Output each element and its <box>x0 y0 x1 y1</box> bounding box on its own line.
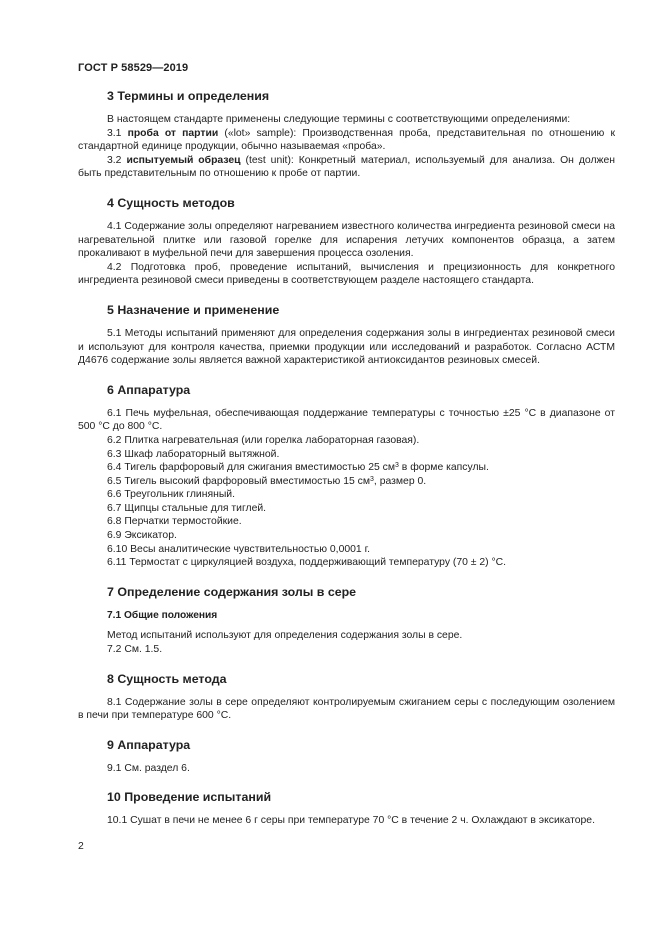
item-6-11: 6.11 Термостат с циркуляцией воздуха, поддерживающий температуру (70 ± 2) °С. <box>107 557 507 569</box>
section-10-title: 10 Проведение испытаний <box>107 790 272 805</box>
term-3-1-num: 3.1 <box>107 127 122 139</box>
section-10 <box>78 789 615 828</box>
item-6-2: 6.2 Плитка нагревательная (или горелка лабораторная газовая). <box>107 434 420 446</box>
section-7-title: 7 Определение содержания золы в сере <box>107 584 357 599</box>
item-6-1: 6.1 Печь муфельная, обеспечивающая поддержание температуры с точностью ±25 °С в диапазоне от 500 °С до 800 °С. <box>78 407 615 433</box>
document-body <box>78 88 615 828</box>
section-6 <box>78 382 615 570</box>
item-6-4-sup: 3 <box>395 462 399 470</box>
para-7-2: 7.2 См. 1.5. <box>107 644 163 656</box>
para-4-2: 4.2 Подготовка проб, проведение испытаний, вычисления и прецизионность для конкретного ингредиента резиновой смеси приведены в соответствующем разделе настоящего стандарта. <box>78 261 615 287</box>
page-number: 2 <box>78 841 84 852</box>
section-9-title: 9 Аппаратура <box>107 737 191 752</box>
item-6-5 <box>78 475 615 489</box>
section-4 <box>78 195 615 288</box>
term-3-2-definition: (test unit): Конкретный материал, используемый для анализа. Он должен быть представительным по отношению к пробе от партии. <box>78 154 616 180</box>
term-3-1-definition: («lot» sample): Производственная проба, представительная по отношению к стандартной единице продукции, обычно называемая «проба». <box>78 127 615 153</box>
standard-code: ГОСТ Р 58529—2019 <box>78 62 189 74</box>
subsection-7-1-title: 7.1 Общие положения <box>107 609 218 621</box>
section-3-intro: В настоящем стандарте применены следующие термины с соответствующими определениями: <box>107 114 571 125</box>
item-6-4 <box>78 461 615 475</box>
para-9-1: 9.1 См. раздел 6. <box>107 762 190 774</box>
section-9 <box>78 737 615 776</box>
term-3-1 <box>78 127 615 154</box>
para-5-1: 5.1 Методы испытаний применяют для определения содержания золы в ингредиентах резиновой смеси и используют для контроля качества, приемки продукции или исследований и разработок. Согласно АСТМ Д4676 содержание золы является важной характеристикой антиоксидантов резиновых смесей. <box>78 327 615 367</box>
item-6-4-tail: в форме капсулы. <box>398 462 489 474</box>
section-8 <box>78 671 615 723</box>
item-6-6: 6.6 Треугольник глиняный. <box>107 489 235 501</box>
item-6-10: 6.10 Весы аналитические чувствительностью 0,0001 г. <box>107 543 370 555</box>
para-8-1: 8.1 Содержание золы в сере определяют контролируемым сжиганием серы с последующим озолением в печи при температуре 600 °С. <box>78 696 615 722</box>
section-8-title: 8 Сущность метода <box>107 671 227 686</box>
para-7-1: Метод испытаний используют для определения содержания золы в сере. <box>107 630 463 642</box>
item-6-4-text: 6.4 Тигель фарфоровый для сжигания вместимостью 25 см <box>107 462 395 474</box>
item-6-9: 6.9 Эксикатор. <box>107 530 177 542</box>
item-6-5-sup: 3 <box>370 475 374 483</box>
section-5 <box>78 302 615 368</box>
term-3-2-num: 3.2 <box>107 154 122 166</box>
term-3-2 <box>78 154 615 181</box>
item-6-7: 6.7 Щипцы стальные для тиглей. <box>107 502 267 514</box>
term-3-2-term: испытуемый образец <box>126 154 241 166</box>
term-3-1-term: проба от партии <box>127 127 219 139</box>
item-6-5-text: 6.5 Тигель высокий фарфоровый вместимостью 15 см <box>107 475 371 487</box>
section-5-title: 5 Назначение и применение <box>107 302 280 317</box>
para-4-1: 4.1 Содержание золы определяют нагреванием известного количества ингредиента резиновой смеси на нагревательной плитке или газовой горелке для испарения летучих компонентов образца, а затем прокаливают в муфельной печи для завершения процесса озоления. <box>78 220 615 260</box>
section-4-title: 4 Сущность методов <box>107 195 235 210</box>
item-6-3: 6.3 Шкаф лабораторный вытяжной. <box>107 448 280 460</box>
item-6-5-tail: , размер 0. <box>373 475 427 487</box>
para-10-1: 10.1 Сушат в печи не менее 6 г серы при температуре 70 °С в течение 2 ч. Охлаждают в эксикаторе. <box>107 815 595 827</box>
section-3 <box>78 88 615 181</box>
section-6-title: 6 Аппаратура <box>107 382 191 397</box>
section-7 <box>78 584 615 657</box>
section-3-title: 3 Термины и определения <box>107 89 270 103</box>
item-6-8: 6.8 Перчатки термостойкие. <box>107 516 242 528</box>
